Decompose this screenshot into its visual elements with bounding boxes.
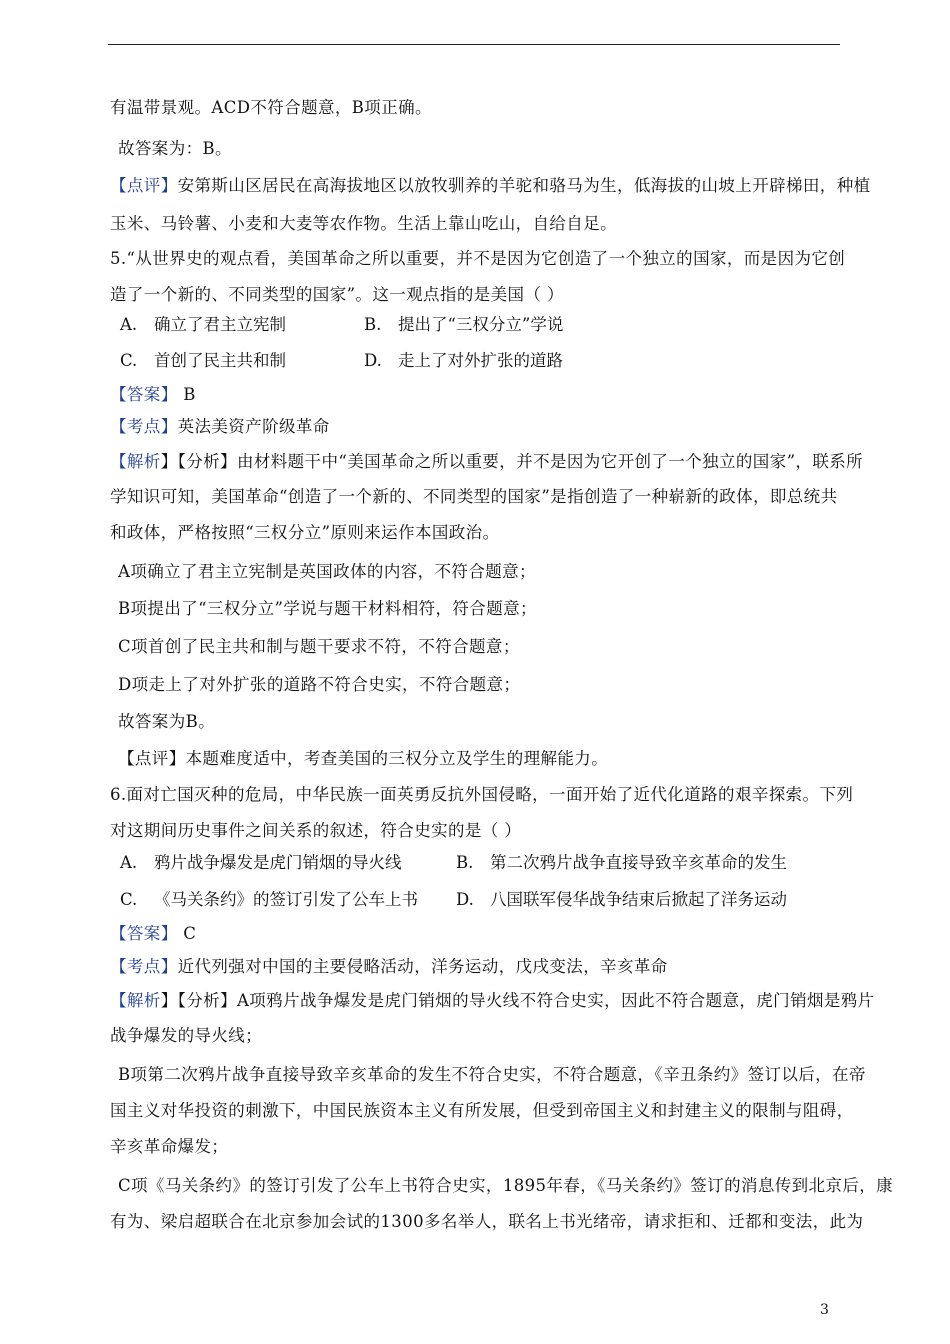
option-text: 八国联军侵华战争结束后掀起了洋务运动 — [490, 890, 787, 909]
option-letter: B. — [456, 853, 474, 872]
option-letter: A. — [120, 853, 138, 872]
option-text: 首创了民主共和制 — [154, 351, 286, 370]
q5-analysis-b: B项提出了“三权分立”学说与题干材料相符，符合题意； — [118, 599, 537, 618]
analysis-text: 】【分析】由材料题干中“美国革命之所以重要，并不是因为它开创了一个独立的国家”，联系所 — [160, 452, 864, 471]
q6-option-b — [456, 852, 787, 874]
page-number: 3 — [820, 1302, 829, 1318]
comment-line — [110, 175, 871, 197]
q6-analysis-b: B项第二次鸦片战争直接导致辛亥革命的发生不符合史实，不符合题意，《辛丑条约》签订以后，在帝 — [118, 1065, 866, 1084]
q5-option-a — [120, 314, 286, 336]
q5-answer — [110, 384, 196, 406]
answer-line: 故答案为：B。 — [118, 139, 232, 158]
q5-comment — [118, 748, 608, 770]
option-letter: B. — [364, 315, 382, 334]
question-5-stem: 5.“从世界史的观点看，美国革命之所以重要，并不是因为它创造了一个独立的国家，而是因为它创 — [110, 249, 846, 268]
q6-option-c — [120, 889, 418, 911]
comment-text: 本题难度适中，考查美国的三权分立及学生的理解能力。 — [185, 749, 609, 768]
comment-text: 安第斯山区居民在高海拔地区以放牧驯养的羊驼和骆马为生，低海拔的山坡上开辟梯田，种植 — [177, 176, 871, 195]
option-text: 《马关条约》的签订引发了公车上书 — [154, 890, 418, 909]
knowledge-text: 英法美资产阶级革命 — [177, 417, 330, 436]
q5-analysis: 学知识可知，美国革命“创造了一个新的、不同类型的国家”是指创造了一种崭新的政体，即总统共 — [110, 487, 838, 506]
q6-option-d — [456, 889, 787, 911]
option-text: 走上了对外扩张的道路 — [398, 351, 563, 370]
comment-tag: 【点评】 — [118, 749, 186, 768]
option-letter: D. — [456, 890, 474, 909]
option-letter: D. — [364, 351, 382, 370]
knowledge-tag: 【考点】 — [110, 417, 178, 436]
q6-option-a — [120, 852, 402, 874]
analysis-text: 】【分析】A项鸦片战争爆发是虎门销烟的导火线不符合史实，因此不符合题意，虎门销烟是鸦片 — [160, 991, 875, 1010]
answer-value: C — [177, 924, 197, 943]
option-letter: A. — [120, 315, 138, 334]
q5-option-d — [364, 350, 563, 372]
option-text: 确立了君主立宪制 — [154, 315, 286, 334]
q5-option-b — [364, 314, 563, 336]
knowledge-text: 近代列强对中国的主要侵略活动，洋务运动，戊戌变法，辛亥革命 — [177, 957, 668, 976]
q6-answer — [110, 923, 196, 945]
q6-analysis-b: 国主义对华投资的刺激下，中国民族资本主义有所发展，但受到帝国主义和封建主义的限制与阻碍， — [110, 1101, 854, 1120]
q6-analysis-c: 有为、梁启超联合在北京参加会试的1300多名举人，联名上书光绪帝，请求拒和、迁都和变法，此为 — [110, 1212, 864, 1231]
option-letter: C. — [120, 890, 138, 909]
analysis-tag: 【解析 — [110, 991, 161, 1010]
q5-analysis: 和政体，严格按照“三权分立”原则来运作本国政治。 — [110, 523, 500, 542]
q5-analysis — [110, 451, 863, 473]
option-text: 鸦片战争爆发是虎门销烟的导火线 — [154, 853, 402, 872]
knowledge-tag: 【考点】 — [110, 957, 178, 976]
q5-option-c — [120, 350, 286, 372]
q6-knowledge-point — [110, 956, 668, 978]
header-rule — [108, 44, 840, 45]
question-5-stem: 造了一个新的、不同类型的国家”。这一观点指的是美国（ ） — [110, 285, 564, 304]
q5-final-answer: 故答案为B。 — [118, 712, 216, 731]
answer-value: B — [177, 385, 196, 404]
q6-analysis-c: C项《马关条约》的签订引发了公车上书符合史实，1895年春，《马关条约》签订的消息传到北京后，康 — [118, 1176, 894, 1195]
q6-analysis — [110, 990, 875, 1012]
question-6-stem: 6.面对亡国灭种的危局，中华民族一面英勇反抗外国侵略，一面开始了近代化道路的艰辛探索。下列 — [110, 785, 854, 804]
option-letter: C. — [120, 351, 138, 370]
answer-tag: 【答案】 — [110, 924, 178, 943]
comment-tag: 【点评】 — [110, 176, 178, 195]
q6-analysis: 战争爆发的导火线； — [110, 1026, 263, 1045]
analysis-tag: 【解析 — [110, 452, 161, 471]
question-6-stem: 对这期间历史事件之间关系的叙述，符合史实的是（ ） — [110, 821, 522, 840]
text-line: 玉米、马铃薯、小麦和大麦等农作物。生活上靠山吃山，自给自足。 — [110, 214, 617, 233]
q6-analysis-b: 辛亥革命爆发； — [110, 1137, 229, 1156]
text-line: 有温带景观。ACD不符合题意，B项正确。 — [110, 98, 432, 117]
option-text: 提出了“三权分立”学说 — [398, 315, 564, 334]
q5-knowledge-point — [110, 416, 330, 438]
option-text: 第二次鸦片战争直接导致辛亥革命的发生 — [490, 853, 787, 872]
answer-tag: 【答案】 — [110, 385, 178, 404]
q5-analysis-c: C项首创了民主共和制与题干要求不符，不符合题意； — [118, 637, 520, 656]
q5-analysis-d: D项走上了对外扩张的道路不符合史实，不符合题意； — [118, 675, 521, 694]
q5-analysis-a: A项确立了君主立宪制是英国政体的内容，不符合题意； — [118, 562, 536, 581]
